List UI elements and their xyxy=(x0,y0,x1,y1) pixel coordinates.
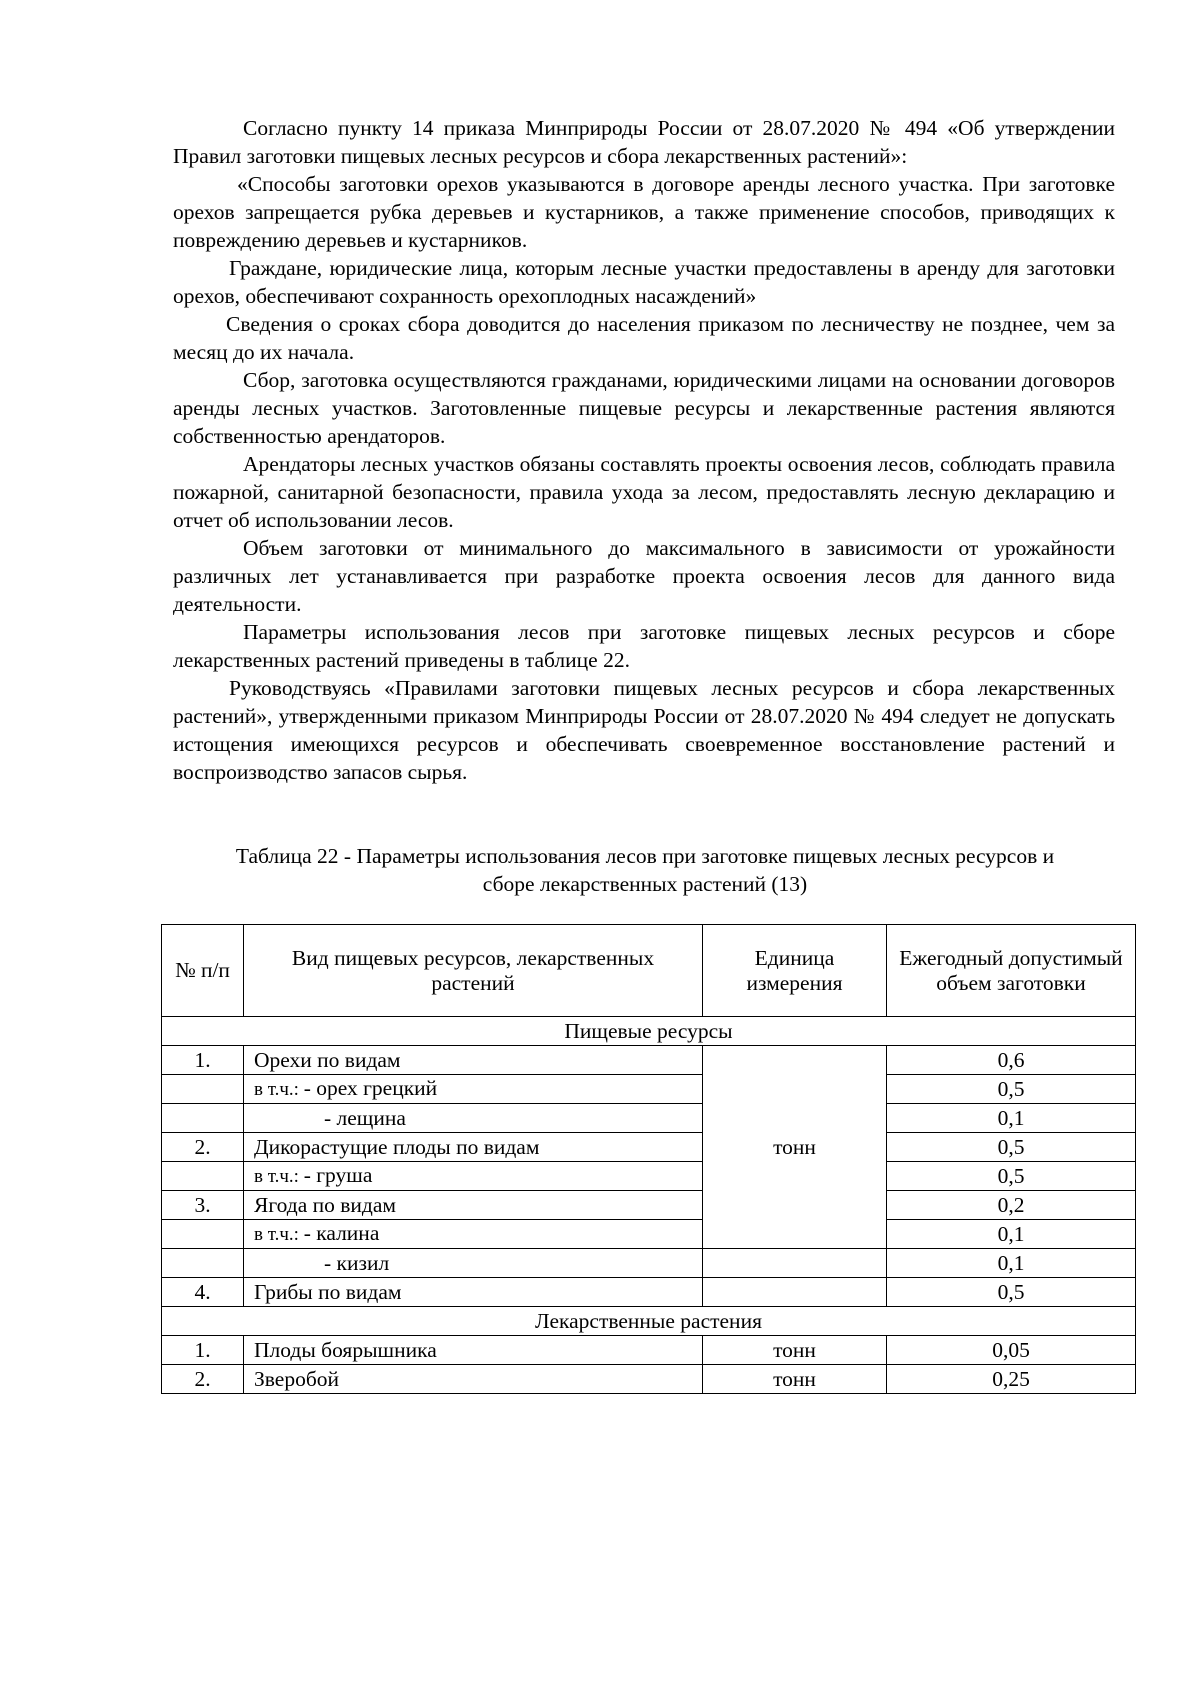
paragraph: «Способы заготовки орехов указываются в договоре аренды лесного участка. При заготовке орехов запрещается рубка деревьев и кустарников, а также применение способов, приводящих к повреждению деревьев и кустарников. xyxy=(173,172,1115,252)
cell-unit: тонн xyxy=(703,1336,887,1365)
paragraph: Арендаторы лесных участков обязаны составлять проекты освоения лесов, соблюдать правила пожарной, санитарной безопасности, правила ухода за лесом, предоставлять лесную декларацию и отчет об использовании лесов. xyxy=(173,452,1115,532)
cell-name: Зверобой xyxy=(244,1365,703,1394)
paragraph: Параметры использования лесов при заготовке пищевых лесных ресурсов и сборе лекарственных растений приведены в таблице 22. xyxy=(173,620,1115,672)
cell-unit xyxy=(703,1249,887,1278)
cell-unit xyxy=(703,1278,887,1307)
paragraph: Руководствуясь «Правилами заготовки пищевых лесных ресурсов и сбора лекарственных растений», утвержденными приказом Минприроды России от 28.07.2020 № 494 следует не допускать истощения имеющихся ресурсов и обеспечивать своевременное восстановление растений и воспроизводство запасов сырья. xyxy=(173,676,1115,784)
cell-num: 1. xyxy=(162,1336,244,1365)
cell-value: 0,1 xyxy=(887,1220,1136,1249)
cell-value: 0,1 xyxy=(887,1249,1136,1278)
body-text xyxy=(173,114,1115,786)
paragraph: Согласно пункту 14 приказа Минприроды России от 28.07.2020 № 494 «Об утверждении Правил заготовки пищевых лесных ресурсов и сбора лекарственных растений»: xyxy=(173,116,1115,168)
cell-name xyxy=(244,1075,703,1104)
cell-name: Ягода по видам xyxy=(244,1191,703,1220)
cell-value: 0,5 xyxy=(887,1162,1136,1191)
section-title-medicinal: Лекарственные растения xyxy=(162,1307,1136,1336)
cell-value: 0,2 xyxy=(887,1191,1136,1220)
cell-name: - лещина xyxy=(244,1104,703,1133)
cell-name-prefix: в т.ч.: xyxy=(254,1224,304,1245)
cell-value: 0,5 xyxy=(887,1133,1136,1162)
table-body xyxy=(162,1017,1136,1394)
cell-num: 4. xyxy=(162,1278,244,1307)
section-title-food: Пищевые ресурсы xyxy=(162,1017,1136,1046)
table-row xyxy=(162,1365,1136,1394)
cell-value: 0,5 xyxy=(887,1075,1136,1104)
cell-name-text: - орех грецкий xyxy=(303,1076,438,1100)
cell-num xyxy=(162,1162,244,1191)
table-row xyxy=(162,1278,1136,1307)
cell-num: 1. xyxy=(162,1046,244,1075)
cell-value: 0,05 xyxy=(887,1336,1136,1365)
header-num: № п/п xyxy=(162,925,244,1017)
table-row xyxy=(162,1336,1136,1365)
cell-name xyxy=(244,1220,703,1249)
header-unit: Единица измерения xyxy=(703,925,887,1017)
caption-line-2: сборе лекарственных растений (13) xyxy=(482,872,808,896)
paragraph: Сведения о сроках сбора доводится до населения приказом по лесничеству не позднее, чем за месяц до их начала. xyxy=(173,312,1115,364)
caption-line-1: Таблица 22 - Параметры использования лесов при заготовке пищевых лесных ресурсов и xyxy=(235,844,1055,868)
table-row xyxy=(162,1133,1136,1162)
parameters-table xyxy=(161,924,1136,1394)
section-row-medicinal xyxy=(162,1307,1136,1336)
cell-num xyxy=(162,1104,244,1133)
table-row xyxy=(162,1046,1136,1075)
cell-num: 2. xyxy=(162,1133,244,1162)
cell-num xyxy=(162,1075,244,1104)
table-row xyxy=(162,1191,1136,1220)
cell-unit: тонн xyxy=(703,1365,887,1394)
paragraph: Сбор, заготовка осуществляются гражданами, юридическими лицами на основании договоров аренды лесных участков. Заготовленные пищевые ресурсы и лекарственные растения являются собственностью арендаторов. xyxy=(173,368,1115,448)
cell-name: Грибы по видам xyxy=(244,1278,703,1307)
section-row-food xyxy=(162,1017,1136,1046)
cell-name-text: - калина xyxy=(303,1221,380,1245)
cell-num xyxy=(162,1249,244,1278)
cell-name: Дикорастущие плоды по видам xyxy=(244,1133,703,1162)
cell-name: - кизил xyxy=(244,1249,703,1278)
header-value: Ежегодный допустимый объем заготовки xyxy=(887,925,1136,1017)
paragraph: Граждане, юридические лица, которым лесные участки предоставлены в аренду для заготовки орехов, обеспечивают сохранность орехоплодных насаждений» xyxy=(173,256,1115,308)
cell-name: Орехи по видам xyxy=(244,1046,703,1075)
table-header-row xyxy=(162,925,1136,1017)
cell-name: Плоды боярышника xyxy=(244,1336,703,1365)
table-row xyxy=(162,1075,1136,1104)
cell-name-prefix: в т.ч.: xyxy=(254,1079,304,1100)
cell-value: 0,25 xyxy=(887,1365,1136,1394)
paragraph: Объем заготовки от минимального до максимального в зависимости от урожайности различных лет устанавливается при разработке проекта освоения лесов для данного вида деятельности. xyxy=(173,536,1115,616)
header-name: Вид пищевых ресурсов, лекарственных растений xyxy=(244,925,703,1017)
cell-name-prefix: в т.ч.: xyxy=(254,1166,304,1187)
table-caption xyxy=(160,842,1130,898)
table-row xyxy=(162,1220,1136,1249)
cell-value: 0,1 xyxy=(887,1104,1136,1133)
cell-name-text: - груша xyxy=(303,1163,373,1187)
table-row xyxy=(162,1162,1136,1191)
cell-num: 2. xyxy=(162,1365,244,1394)
cell-value: 0,6 xyxy=(887,1046,1136,1075)
cell-num xyxy=(162,1220,244,1249)
cell-name xyxy=(244,1162,703,1191)
cell-num: 3. xyxy=(162,1191,244,1220)
cell-value: 0,5 xyxy=(887,1278,1136,1307)
table-row xyxy=(162,1249,1136,1278)
cell-unit: тонн xyxy=(703,1046,887,1249)
table-row xyxy=(162,1104,1136,1133)
